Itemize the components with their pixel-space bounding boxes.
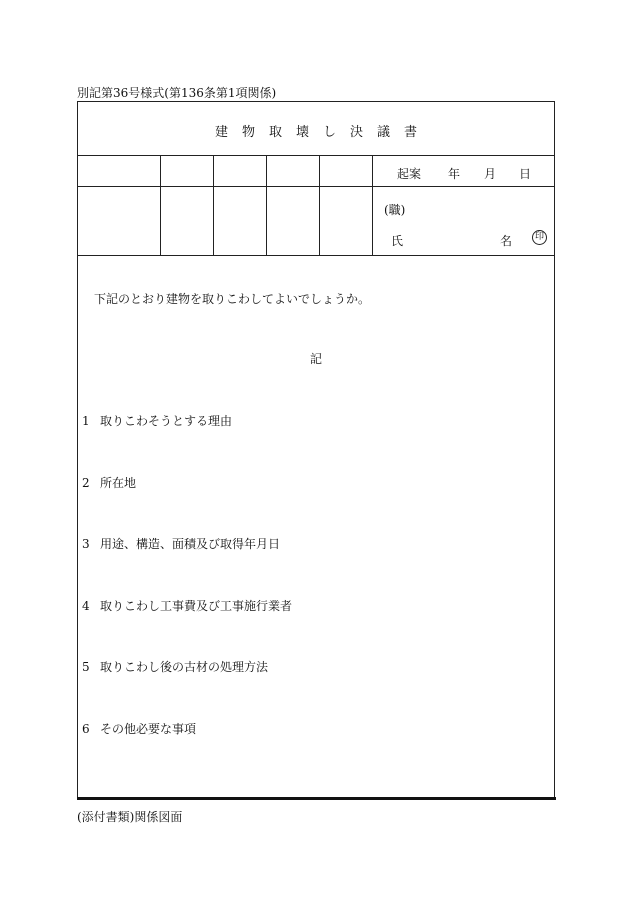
approval-cell[interactable] — [214, 187, 266, 255]
item-text: 用途、構造、面積及び取得年月日 — [100, 537, 281, 551]
item-number: 1 — [82, 414, 90, 428]
surname-label: 氏 — [391, 234, 404, 248]
bottom-rule — [77, 797, 556, 800]
list-item — [82, 535, 280, 552]
list-item — [82, 720, 196, 737]
item-text: その他必要な事項 — [100, 722, 197, 736]
approval-cell[interactable] — [161, 156, 213, 186]
seal-mark: 印 — [532, 230, 547, 245]
approval-cell[interactable] — [78, 187, 160, 255]
approval-cell[interactable] — [320, 156, 372, 186]
item-number: 4 — [82, 599, 90, 613]
intro-text: 下記のとおり建物を取りこわしてよいでしょうか。 — [94, 292, 371, 306]
month-label: 月 — [484, 167, 497, 181]
list-item — [82, 597, 292, 614]
item-text: 取りこわし後の古材の処理方法 — [100, 660, 269, 674]
form-reference: 別記第36号様式(第136条第1項関係) — [77, 86, 277, 100]
approval-col-divider — [372, 155, 373, 255]
name-label: 名 — [500, 234, 513, 248]
draft-label: 起案 — [397, 167, 422, 181]
item-number: 5 — [82, 660, 90, 674]
approval-cell[interactable] — [267, 187, 319, 255]
rule-below-approval — [77, 255, 555, 256]
ki-heading: 記 — [309, 352, 322, 366]
list-item — [82, 474, 136, 491]
year-label: 年 — [448, 167, 461, 181]
document-title: 建物取壊し決議書 — [214, 125, 431, 140]
attachment-note: (添付書類)関係図面 — [77, 810, 183, 824]
item-number: 6 — [82, 722, 90, 736]
item-text: 取りこわし工事費及び工事施行業者 — [100, 599, 293, 613]
day-label: 日 — [519, 167, 532, 181]
approval-cell[interactable] — [78, 156, 160, 186]
list-item — [82, 412, 232, 429]
item-text: 所在地 — [100, 476, 137, 490]
approval-cell[interactable] — [320, 187, 372, 255]
approval-cell[interactable] — [214, 156, 266, 186]
item-number: 2 — [82, 476, 90, 490]
item-number: 3 — [82, 537, 90, 551]
post-label: (職) — [384, 203, 406, 217]
item-text: 取りこわそうとする理由 — [100, 414, 233, 428]
approval-cell[interactable] — [267, 156, 319, 186]
approval-cell[interactable] — [161, 187, 213, 255]
list-item — [82, 658, 268, 675]
